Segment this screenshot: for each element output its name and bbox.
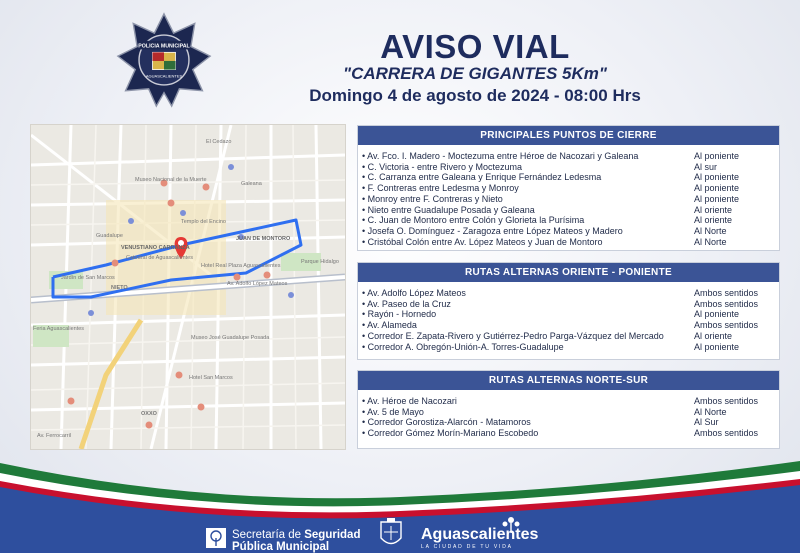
map-label-museo-nacional: Museo Nacional de la Muerte	[135, 177, 207, 183]
street-segment: • F. Contreras entre Ledesma y Monroy	[362, 183, 519, 194]
badge-bottom-text: AGUASCALIENTES	[145, 73, 183, 79]
east-west-routes-panel	[357, 262, 780, 360]
traffic-direction: Al Sur	[694, 417, 719, 428]
traffic-direction: Al poniente	[694, 151, 740, 161]
map-label-galeana: Galeana	[241, 181, 262, 187]
traffic-direction: Ambos sentidos	[694, 428, 759, 439]
map-label-parque-hidalgo: Parque Hidalgo	[301, 259, 339, 265]
map-label-av-ferrocarril: Av. Ferrocarril	[37, 433, 72, 439]
map-label-guadalupe: Guadalupe	[96, 233, 123, 239]
closure-points-list	[358, 145, 779, 251]
map-label-hotel-real-plaza: Hotel Real Plaza Aguascalientes	[201, 263, 281, 269]
traffic-direction: Al poniente	[694, 183, 740, 194]
east-west-routes-list	[358, 282, 779, 356]
street-segment: • Corredor Gómez Morín-Mariano Escobedo	[362, 428, 539, 439]
list-item	[358, 309, 779, 320]
title-block	[290, 30, 660, 107]
map-label-museo-posada: Museo José Guadalupe Posada	[191, 335, 270, 341]
traffic-direction: Al oriente	[694, 215, 733, 226]
traffic-direction: Ambos sentidos	[694, 396, 759, 406]
map-label-juan-de-montoro: JUAN DE MONTORO	[236, 236, 291, 242]
list-item	[358, 162, 779, 173]
list-item	[358, 237, 779, 248]
north-south-routes-list	[358, 390, 779, 443]
list-item	[358, 299, 779, 310]
street-segment: • C. Victoria - entre Rivero y Moctezuma	[362, 161, 523, 172]
secretaria-logo-text	[232, 529, 360, 553]
street-segment: • C. Carranza entre Galeana y Enrique Fernández Ledesma	[362, 172, 602, 183]
map-label-hotel-san-marcos: Hotel San Marcos	[189, 375, 233, 381]
traffic-direction: Al poniente	[694, 341, 740, 352]
street-segment: • Corredor Gorostiza-Alarcón - Matamoros	[362, 417, 531, 428]
north-south-routes-header: RUTAS ALTERNAS NORTE-SUR	[358, 371, 779, 390]
city-name: Aguascalientes	[421, 526, 539, 543]
map-label-el-cedazo: El Cedazo	[206, 139, 232, 145]
municipal-seal-icon	[378, 518, 404, 550]
closure-points-header: PRINCIPALES PUNTOS DE CIERRE	[358, 126, 779, 145]
street-segment: • Josefa O. Domínguez - Zaragoza entre López Mateos y Madero	[362, 225, 623, 236]
list-item	[358, 342, 779, 353]
secretaria-line1b: Seguridad	[304, 529, 361, 541]
map-label-venustiano-carranza: VENUSTIANO CARRANZA	[121, 245, 190, 251]
page-title: AVISO VIAL	[380, 28, 570, 65]
traffic-direction: Ambos sentidos	[694, 320, 759, 331]
secretaria-line2: Pública Municipal	[232, 541, 330, 553]
street-segment: • Av. Adolfo López Mateos	[362, 288, 466, 298]
list-item	[358, 331, 779, 342]
list-item	[358, 226, 779, 237]
police-badge-logo	[116, 12, 212, 108]
map-label-nieto: NIETO	[111, 285, 128, 291]
street-segment: • Rayón - Hornedo	[362, 309, 437, 320]
list-item	[358, 396, 779, 407]
list-item	[358, 215, 779, 226]
traffic-direction: Al sur	[694, 161, 718, 172]
traffic-direction: Al oriente	[694, 330, 733, 341]
street-segment: • Nieto entre Guadalupe Posada y Galeana	[362, 204, 535, 215]
route-map[interactable]	[30, 124, 346, 450]
event-name: "CARRERA DE GIGANTES 5Km"	[343, 64, 607, 83]
street-segment: • Av. 5 de Mayo	[362, 406, 424, 417]
list-item	[358, 172, 779, 183]
street-segment: • Av. Alameda	[362, 320, 417, 331]
east-west-routes-header: RUTAS ALTERNAS ORIENTE - PONIENTE	[358, 263, 779, 282]
street-segment: • Corredor E. Zapata-Rivero y Gutiérrez-Pedro Parga-Vázquez del Mercado	[362, 330, 664, 341]
map-label-templo-encino: Templo del Encino	[181, 219, 226, 225]
event-date: Domingo 4 de agosto de 2024 - 08:00 Hrs	[309, 86, 641, 105]
tree-icon	[206, 528, 226, 548]
badge-top-text: POLICIA MUNICIPAL	[138, 43, 190, 50]
list-item	[358, 417, 779, 428]
map-label-catedral: Catedral de Aguascalientes	[126, 255, 193, 261]
list-item	[358, 183, 779, 194]
list-item	[358, 151, 779, 162]
traffic-direction: Al poniente	[694, 309, 740, 320]
list-item	[358, 205, 779, 216]
traffic-direction: Al poniente	[694, 193, 740, 204]
list-item	[358, 428, 779, 439]
list-item	[358, 288, 779, 299]
traffic-direction: Al poniente	[694, 172, 740, 183]
tree-logo-icon	[500, 515, 522, 533]
traffic-direction: Al Norte	[694, 225, 727, 236]
map-label-feria: Feria Aguascalientes	[33, 326, 85, 332]
traffic-direction: Ambos sentidos	[694, 298, 759, 309]
map-label-oxxo: OXXO	[141, 411, 157, 417]
map-label-av-lopez-mateos: Av. Adolfo López Mateos	[227, 281, 288, 287]
traffic-direction: Ambos sentidos	[694, 288, 759, 298]
traffic-direction: Al oriente	[694, 204, 733, 215]
street-segment: • Monroy entre F. Contreras y Nieto	[362, 193, 503, 204]
north-south-routes-panel	[357, 370, 780, 449]
secretaria-line1a: Secretaría de	[232, 529, 305, 541]
footer-logos	[0, 515, 800, 553]
city-tagline: LA CIUDAD DE TU VIDA	[421, 544, 513, 550]
list-item	[358, 407, 779, 418]
map-canvas	[31, 125, 345, 449]
street-segment: • Av. Héroe de Nacozari	[362, 396, 457, 406]
map-label-jardin-san-marcos: Jardín de San Marcos	[61, 275, 115, 281]
list-item	[358, 320, 779, 331]
traffic-direction: Al Norte	[694, 236, 727, 247]
street-segment: • Corredor A. Obregón-Unión-A. Torres-Guadalupe	[362, 341, 564, 352]
traffic-direction: Al Norte	[694, 406, 727, 417]
closure-points-panel	[357, 125, 780, 251]
street-segment: • Cristóbal Colón entre Av. López Mateos y Juan de Montoro	[362, 236, 603, 247]
list-item	[358, 194, 779, 205]
street-segment: • Av. Fco. I. Madero - Moctezuma entre Héroe de Nacozari y Galeana	[362, 151, 639, 161]
street-segment: • Av. Paseo de la Cruz	[362, 298, 451, 309]
street-segment: • C. Juan de Montoro entre Colón y Glorieta la Purísima	[362, 215, 585, 226]
